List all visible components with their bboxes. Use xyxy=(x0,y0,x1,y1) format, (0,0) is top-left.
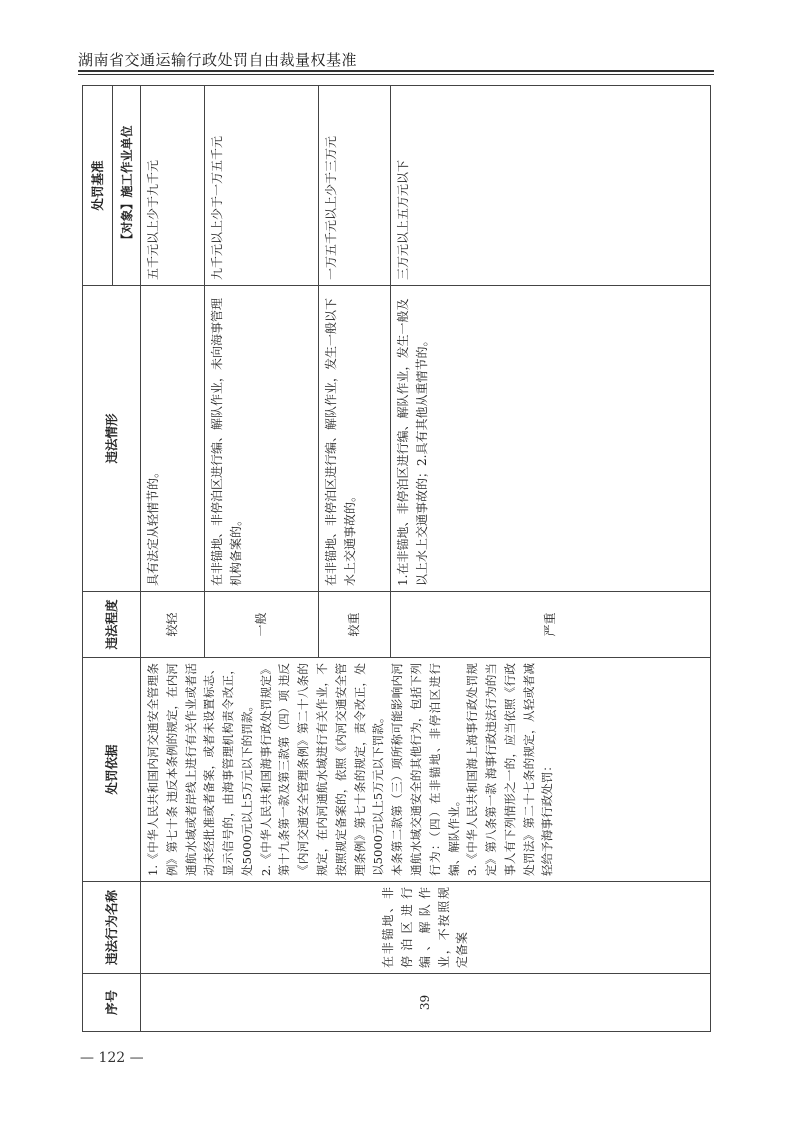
object-label: 【对象】 xyxy=(119,197,134,246)
cell-standard-1: 五千元以上少于九千元 xyxy=(141,86,205,286)
cell-seq: 39 xyxy=(141,974,711,1032)
header-basis: 处罚依据 xyxy=(83,658,141,882)
header-object xyxy=(113,86,141,286)
penalty-standard-table xyxy=(82,85,711,1032)
table-row-level-1 xyxy=(141,86,205,1032)
basis-paragraph-1: 1.《中华人民共和国内河交通安全管理条例》第七十条 违反本条例的规定，在内河通航水域或者岸线上进行有关作业或者活动未经批准或者备案，或者未设置标志、显示信号的，由海事管理机构责令改正，处5000元以上5万元以下的罚款。 xyxy=(146,663,254,876)
header-situation: 违法情形 xyxy=(83,286,141,592)
header-degree: 违法程度 xyxy=(83,592,141,658)
cell-degree-3: 较重 xyxy=(319,592,391,658)
cell-penalty-basis xyxy=(141,658,711,882)
basis-paragraph-3: 本条第二款第（三）项所称可能影响内河通航水域交通安全的其他行为，包括下列行为：（四）在非锚地、非停泊区进行编、解队作业。 xyxy=(390,663,461,876)
cell-standard-4: 三万元以上五万元以下 xyxy=(391,86,711,286)
rotated-table-wrapper xyxy=(82,86,711,1032)
header-rule-thick xyxy=(78,70,714,72)
basis-paragraph-4: 3.《中华人民共和国海上海事行政处罚规定》第八条第一款 海事行政违法行为的当事人有下列情形之一的，应当依照《行政处罚法》第二十七条的规定，从轻或者减轻给予海事行政处罚： xyxy=(465,663,555,876)
header-name: 违法行为名称 xyxy=(83,882,141,974)
cell-situation-1: 具有法定从轻情节的。 xyxy=(141,286,205,592)
cell-standard-3: 一万五千元以上少于三万元 xyxy=(319,86,391,286)
header-standard: 处罚基准 xyxy=(83,86,113,286)
header-seq: 序号 xyxy=(83,974,141,1032)
header-rule-thin xyxy=(78,74,714,75)
table-header-row xyxy=(83,86,113,1032)
cell-situation-3: 在非锚地、非停泊区进行编、解队作业，发生一般以下水上交通事故的。 xyxy=(319,286,391,592)
cell-degree-2: 一般 xyxy=(205,592,319,658)
basis-paragraph-2: 2.《中华人民共和国海事行政处罚规定》第十九条第一款及第三款第（四）项 违反《内河交通安全管理条例》第二十八条的规定，在内河通航水域进行有关作业，不按照规定备案的，依照《内河交通安全管理条例》第七十条的规定，责令改正，处以5000元以上5万元以下罚款。 xyxy=(258,663,386,876)
cell-situation-2: 在非锚地、非停泊区进行编、解队作业，未向海事管理机构备案的。 xyxy=(205,286,319,592)
object-value: 施工作业单位 xyxy=(119,125,134,198)
page-number: — 122 — xyxy=(80,1050,144,1066)
page-header-title: 湖南省交通运输行政处罚自由裁量权基准 xyxy=(78,51,358,69)
cell-situation-4: 1.在非锚地、非停泊区进行编、解队作业，发生一般及以上水上交通事故的；2.具有其他从重情节的。 xyxy=(391,286,711,592)
cell-degree-4: 严重 xyxy=(391,592,711,658)
cell-violation-name: 在非锚地、非停泊区进行编、解队作业，不按照规定备案 xyxy=(141,882,711,974)
cell-standard-2: 九千元以上少于一万五千元 xyxy=(205,86,319,286)
cell-degree-1: 较轻 xyxy=(141,592,205,658)
